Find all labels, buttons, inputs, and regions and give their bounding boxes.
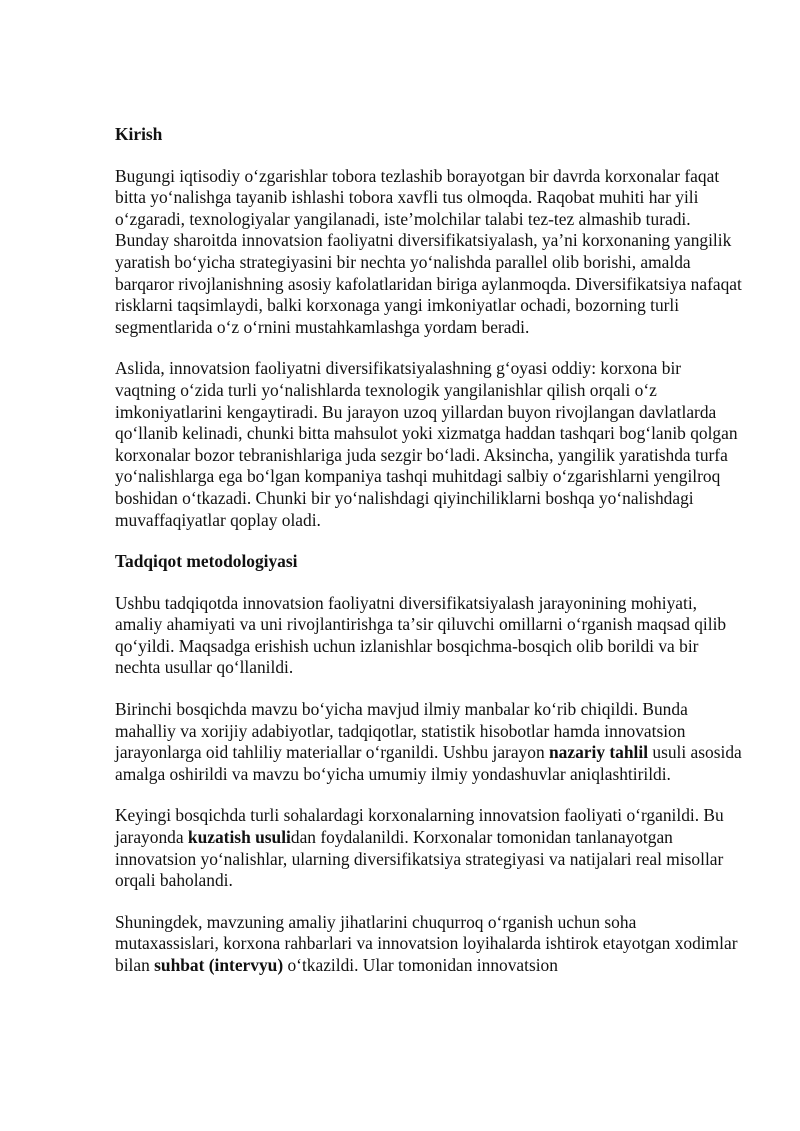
bold-term-interview: suhbat (intervyu) <box>154 955 284 975</box>
paragraph-text: Keyingi bosqichda turli sohalardagi korxonalarning innovatsion faoliyati oʻrganildi. Bu jarayonda <box>115 805 724 848</box>
paragraph-intro-2: Aslida, innovatsion faoliyatni diversifikatsiyalashning gʻoyasi oddiy: korxona bir vaqtning oʻzida turli yoʻnalishlarda texnologik yangilanishlar qilish orqali oʻz imkoniyatlarini kengaytiradi. Bu jarayon uzoq yillardan buyon rivojlangan davlatlarda qoʻllanib kelinadi, chunki bitta mahsulot yoki xizmatga haddan tashqari bogʻlanib qolgan korxonalar bozor tebranishlariga juda sezgir boʻladi. Aksincha, yangilik yaratishda turfa yoʻnalishlarga ega boʻlgan kompaniya tashqi muhitdagi salbiy oʻzgarishlarni yengilroq boshidan oʻtkazadi. Chunki bir yoʻnalishdagi qiyinchiliklarni boshqa yoʻnalishdagi muvaffaqiyatlar qoplay oladi. <box>115 358 738 530</box>
section-heading-methodology: Tadqiqot metodologiyasi <box>115 551 298 572</box>
paragraph-text: Birinchi bosqichda mavzu boʻyicha mavjud ilmiy manbalar koʻrib chiqildi. Bunda mahalliy va xorijiy adabiyotlar, tadqiqotlar, statistik hisobotlar hamda innovatsion jarayonlarga oid tahliliy materiallar oʻrganildi. Ushbu jarayon <box>115 699 688 763</box>
paragraph-text: Shuningdek, mavzuning amaliy jihatlarini chuqurroq oʻrganish uchun soha mutaxassislari, korxona rahbarlari va innovatsion loyihalarda ishtirok etayotgan xodimlar bilan <box>115 911 738 975</box>
section-heading-intro: Kirish <box>115 124 163 144</box>
paragraph-method-4 <box>115 912 742 977</box>
paragraph-method-1: Ushbu tadqiqotda innovatsion faoliyatni diversifikatsiyalash jarayonining mohiyati, amaliy ahamiyati va uni rivojlantirishga taʼsir qiluvchi omillarni oʻrganish maqsad qilib qoʻyildi. Maqsadga erishish uchun izlanishlar bosqichma-bosqich olib borildi va bir nechta usullar qoʻllanildi. <box>115 592 727 678</box>
paragraph-method-3 <box>115 805 742 891</box>
bold-term-observation-method: kuzatish usuli <box>187 827 291 848</box>
paragraph-text: usuli asosida amalga oshirildi va mavzu boʻyicha umumiy ilmiy yondashuvlar aniqlashtirildi. <box>115 742 742 784</box>
bold-term-theoretical-analysis: nazariy tahlil <box>549 742 649 763</box>
paragraph-intro-1: Bugungi iqtisodiy oʻzgarishlar tobora tezlashib borayotgan bir davrda korxonalar faqat bitta yoʻnalishga tayanib ishlashi tobora xavfli tus olmoqda. Raqobat muhiti har yili oʻzgaradi, texnologiyalar yangilanadi, isteʼmolchilar talabi tez-tez almashib turadi. Bunday sharoitda innovatsion faoliyatni diversifikatsiyalash, yaʼni korxonaning yangilik yaratish boʻyicha strategiyasini bir nechta yoʻnalishda parallel olib borishi, amalda barqaror rivojlanishning asosiy kafolatlaridan biriga aylanmoqda. Diversifikatsiya nafaqat risklarni taqsimlaydi, balki korxonaga yangi imkoniyatlar ochadi, bozorning turli segmentlarida oʻz oʻrnini mustahkamlashga yordam beradi. <box>115 165 742 337</box>
paragraph-text: oʻtkazildi. Ular tomonidan innovatsion <box>283 955 558 975</box>
paragraph-text: dan foydalanildi. Korxonalar tomonidan tanlanayotgan innovatsion yoʻnalishlar, ularning diversifikatsiya strategiyasi va natijalari real misollar orqali baholandi. <box>115 827 724 891</box>
paragraph-method-2 <box>115 699 742 785</box>
